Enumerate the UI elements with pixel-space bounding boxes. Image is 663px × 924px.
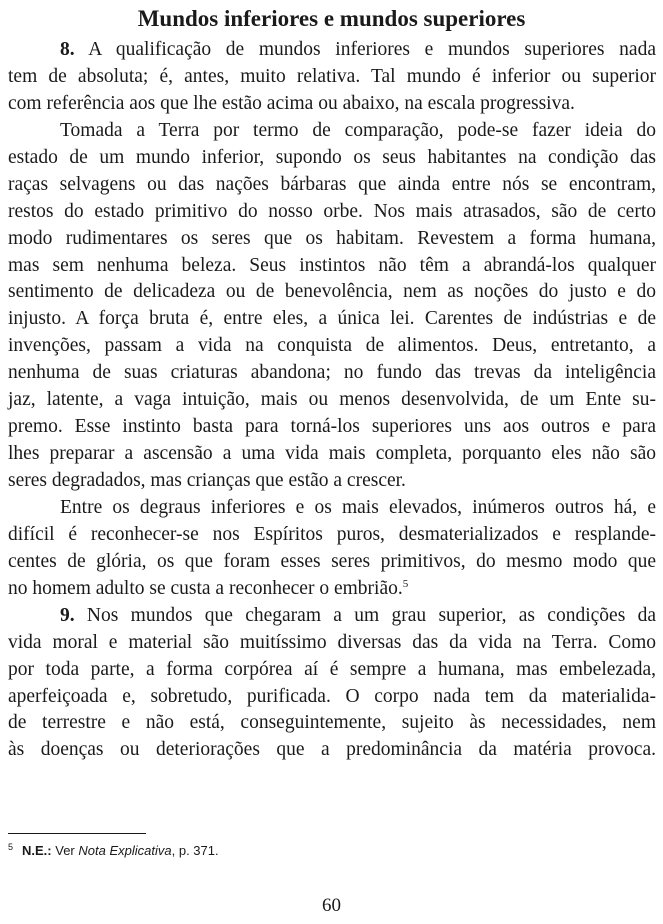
text-line — [8, 414, 656, 441]
text-line — [8, 522, 656, 549]
text-line — [8, 737, 656, 764]
text-line — [8, 684, 656, 711]
text-line — [8, 118, 656, 145]
text-line — [8, 279, 656, 306]
line-text: por toda parte, a forma corpórea aí é sempre a humana, mas embelezada, — [8, 658, 656, 680]
text-line — [8, 495, 656, 522]
text-line — [8, 549, 656, 576]
footnote-marker: 5 — [8, 842, 14, 852]
line-text: Tomada a Terra por termo de comparação, pode-se fazer ideia do — [60, 119, 656, 141]
line-text: nenhuma de suas criaturas abandona; no fundo das trevas da inteligência — [8, 362, 656, 384]
section-heading: Mundos inferiores e mundos superiores — [137, 6, 526, 31]
text-line — [8, 441, 656, 468]
text-line — [8, 710, 656, 737]
line-text: jaz, latente, a vaga intuição, mais ou menos desenvolvida, de um Ente su- — [8, 389, 656, 411]
text-line — [8, 306, 656, 333]
line-text: no homem adulto se custa a reconhecer o embrião. — [8, 577, 403, 599]
text-line — [8, 145, 656, 172]
footnote — [8, 842, 219, 859]
text-line — [8, 630, 656, 657]
line-text: às doenças ou deteriorações que a predominância da matéria provoca. — [8, 739, 656, 761]
line-text: lhes preparar a ascensão a uma vida mais completa, porquanto eles não são — [8, 443, 656, 465]
line-text: premo. Esse instinto basta para torná-los superiores uns aos outros e para — [8, 416, 656, 438]
line-text: estado de um mundo inferior, supondo os seus habitantes na condição das — [8, 146, 656, 168]
line-text: modo rudimentares os seres que os habitam. Revestem a forma humana, — [8, 227, 656, 249]
text-line — [8, 91, 656, 118]
text-line — [8, 468, 656, 495]
line-text: tem de absoluta; é, antes, muito relativa. Tal mundo é inferior ou superior — [8, 65, 656, 87]
line-text: aperfeiçoada e, sobretudo, purificada. O corpo nada tem da materialida- — [8, 685, 656, 707]
line-text: com referência aos que lhe estão acima ou abaixo, na escala progressiva. — [8, 92, 575, 114]
item-number: 9. — [60, 604, 75, 626]
text-line — [8, 333, 656, 360]
text-line — [8, 64, 656, 91]
text-line — [8, 226, 656, 253]
footnote-prefix: Ver — [51, 843, 79, 858]
text-line — [8, 576, 656, 603]
text-line — [8, 387, 656, 414]
text-line — [8, 360, 656, 387]
footnote-reference: Nota Explicativa — [78, 843, 172, 858]
text-line — [8, 37, 656, 64]
line-text: invenções, passam a vida na conquista de alimentos. Deus, entretanto, a — [8, 335, 656, 357]
line-text: restos do estado primitivo do nosso orbe. Nos mais atrasados, são de certo — [8, 200, 656, 222]
body-text — [8, 37, 656, 764]
footnote-suffix: , p. 371. — [171, 843, 219, 858]
item-number: 8. — [60, 39, 75, 60]
footnote-label: N.E.: — [22, 843, 52, 858]
line-text: sentimento de delicadeza ou de benevolência, nem as noções do justo e do — [8, 281, 656, 303]
text-line — [8, 603, 656, 630]
line-text: A qualificação de mundos inferiores e mundos superiores nada — [74, 39, 656, 60]
line-text: mas sem nenhuma beleza. Seus instintos não têm a abrandá-los qualquer — [8, 254, 656, 276]
text-line — [8, 172, 656, 199]
line-text: seres degradados, mas crianças que estão a crescer. — [8, 470, 406, 491]
text-line — [8, 657, 656, 684]
line-text: vida moral e material são muitíssimo diversas das da vida na Terra. Como — [8, 631, 656, 653]
line-text: Entre os degraus inferiores e os mais elevados, inúmeros outros há, e — [60, 496, 656, 518]
footnote-rule — [8, 833, 146, 834]
line-text: injusto. A força bruta é, entre eles, a única lei. Carentes de indústrias e de — [8, 308, 656, 330]
line-text: de terrestre e não está, conseguintemente, sujeito às necessidades, nem — [8, 712, 656, 734]
page-number: 60 — [322, 895, 341, 916]
line-text: raças selvagens ou das nações bárbaras que ainda entre nós se encontram, — [8, 173, 656, 195]
text-line — [8, 253, 656, 280]
line-text: difícil é reconhecer-se nos Espíritos puros, desmaterializados e resplande- — [8, 523, 656, 545]
line-text: centes de glória, os que foram esses seres primitivos, do mesmo modo que — [8, 550, 656, 572]
line-text: Nos mundos que chegaram a um grau superior, as condições da — [74, 604, 656, 626]
text-line — [8, 199, 656, 226]
footnote-reference-mark: 5 — [402, 577, 409, 590]
